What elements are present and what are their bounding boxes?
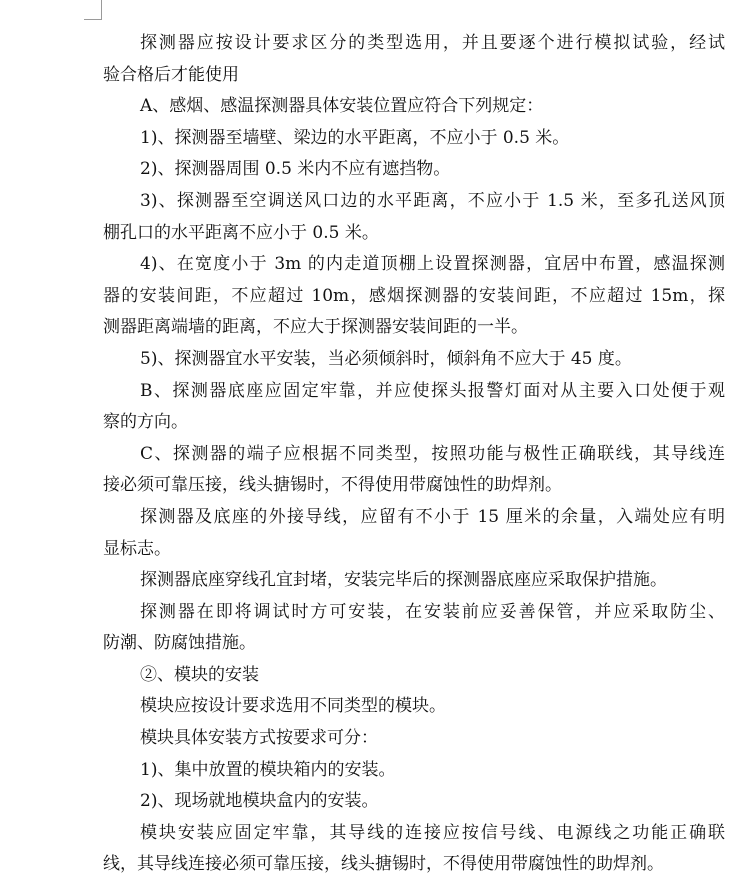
paragraph bbox=[103, 123, 725, 155]
paragraph-line: ②、模块的安装 bbox=[140, 664, 259, 685]
paragraph-line: 探测器应按设计要求区分的类型选用，并且要逐个进行模拟试验，经试 bbox=[140, 33, 725, 53]
paragraph-line: A、感烟、感温探测器具体安装位置应符合下列规定： bbox=[140, 96, 544, 117]
paragraph bbox=[103, 154, 725, 186]
paragraph-line: 5)、探测器宜水平安装，当必须倾斜时，倾斜角不应大于 45 度。 bbox=[140, 348, 632, 369]
paragraph bbox=[103, 344, 725, 376]
paragraph-line: 模块应按设计要求选用不同类型的模块。 bbox=[140, 696, 446, 717]
paragraph-line: 接必须可靠压接，线头搪锡时，不得使用带腐蚀性的助焊剂。 bbox=[103, 475, 562, 496]
paragraph bbox=[103, 723, 725, 755]
paragraph bbox=[103, 186, 725, 249]
paragraph-line: 2)、现场就地模块盒内的安装。 bbox=[140, 791, 379, 812]
paragraph-line: 棚孔口的水平距离不应小于 0.5 米。 bbox=[103, 222, 379, 243]
paragraph-line: 2)、探测器周围 0.5 米内不应有遮挡物。 bbox=[140, 159, 451, 180]
paragraph bbox=[103, 660, 725, 692]
paragraph-line: 显标志。 bbox=[103, 538, 171, 559]
paragraph-line: 察的方向。 bbox=[103, 412, 188, 433]
paragraph-line: 1)、集中放置的模块箱内的安装。 bbox=[140, 759, 396, 780]
paragraph-line: 验合格后才能使用 bbox=[103, 64, 239, 85]
paragraph bbox=[103, 786, 725, 818]
paragraph bbox=[103, 91, 725, 123]
paragraph bbox=[103, 249, 725, 344]
paragraph bbox=[103, 597, 725, 660]
paragraph bbox=[103, 691, 725, 723]
paragraph-line: 线，其导线连接必须可靠压接，线头搪锡时，不得使用带腐蚀性的助焊剂。 bbox=[103, 854, 664, 875]
paragraph-line: 探测器及底座的外接导线，应留有不小于 15 厘米的余量，入端处应有明 bbox=[140, 506, 725, 527]
paragraph-line: 4)、在宽度小于 3m 的内走道顶棚上设置探测器，宜居中布置，感温探测 bbox=[140, 254, 725, 275]
paragraph bbox=[103, 376, 725, 439]
paragraph-line: C、探测器的端子应根据不同类型，按照功能与极性正确联线，其导线连 bbox=[140, 443, 725, 464]
paragraph bbox=[103, 818, 725, 881]
paragraph-line: 防潮、防腐蚀措施。 bbox=[103, 633, 256, 654]
paragraph-line: B、探测器底座应固定牢靠，并应使探头报警灯面对从主要入口处便于观 bbox=[140, 380, 725, 401]
paragraph bbox=[103, 439, 725, 502]
paragraph-line: 3)、探测器至空调送风口边的水平距离，不应小于 1.5 米，至多孔送风顶 bbox=[140, 190, 725, 211]
page-corner-crop-mark bbox=[84, 0, 102, 20]
paragraph-line: 器的安装间距，不应超过 10m，感烟探测器的安装间距，不应超过 15m，探 bbox=[103, 285, 725, 306]
document-body bbox=[103, 28, 725, 881]
paragraph-line: 模块安装应固定牢靠，其导线的连接应按信号线、电源线之功能正确联 bbox=[140, 822, 725, 843]
paragraph-line: 探测器在即将调试时方可安装，在安装前应妥善保管，并应采取防尘、 bbox=[140, 601, 725, 622]
paragraph-line: 探测器底座穿线孔宜封堵，安装完毕后的探测器底座应采取保护措施。 bbox=[140, 570, 667, 591]
paragraph bbox=[103, 755, 725, 787]
paragraph bbox=[103, 502, 725, 565]
paragraph bbox=[103, 565, 725, 597]
paragraph-line: 测器距离端墙的距离，不应大于探测器安装间距的一半。 bbox=[103, 317, 528, 338]
paragraph bbox=[103, 28, 725, 91]
paragraph-line: 1)、探测器至墙壁、梁边的水平距离，不应小于 0.5 米。 bbox=[140, 127, 570, 148]
paragraph-line: 模块具体安装方式按要求可分： bbox=[140, 728, 378, 749]
